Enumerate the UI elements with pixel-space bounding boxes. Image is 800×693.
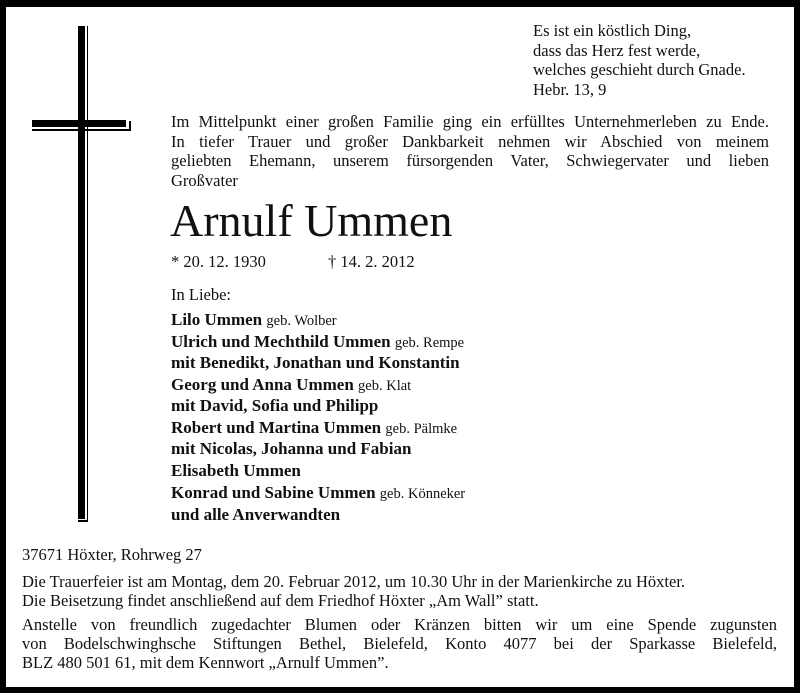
birth-date: * 20. 12. 1930 [171, 252, 266, 271]
family-row [171, 352, 465, 374]
family-row [171, 504, 465, 526]
maiden-name: geb. Pälmke [385, 421, 458, 437]
cross-bottom-shadow [78, 520, 88, 522]
family-row [171, 438, 465, 460]
family-name: Robert und Martina Ummen [171, 418, 382, 437]
donation-line: von Bodelschwinghsche Stiftungen Bethel, Bielefeld, Konto 4077 bei der Sparkasse Bielefeld, [22, 634, 777, 653]
family-name: und alle Anverwandten [171, 505, 341, 524]
family-name: mit Nicolas, Johanna und Fabian [171, 439, 412, 458]
deceased-name: Arnulf Ummen [170, 195, 453, 246]
in-liebe-label: In Liebe: [171, 285, 232, 304]
intro-line: geliebten Ehemann, unserem fürsorgenden Vater, Schwiegervater und lieben [171, 151, 769, 170]
intro-text [171, 112, 769, 190]
family-row [171, 309, 465, 331]
life-dates [171, 252, 415, 272]
ceremony-line: Die Trauerfeier ist am Montag, dem 20. Februar 2012, um 10.30 Uhr in der Marienkirche zu Höxter. [22, 572, 686, 591]
donation-line: BLZ 480 501 61, mit dem Kennwort „Arnulf Ummen”. [22, 653, 389, 672]
donation-info [22, 615, 777, 672]
cross-horizontal-shadow-end [129, 121, 131, 131]
intro-line: Großvater [171, 170, 238, 190]
bible-verse [533, 21, 746, 99]
family-name: mit Benedikt, Jonathan und Konstantin [171, 353, 460, 372]
family-row [171, 331, 465, 352]
maiden-name: geb. Klat [358, 378, 412, 394]
cross-vertical-bar [78, 26, 85, 519]
maiden-name: geb. Rempe [394, 335, 465, 351]
cross-horizontal-bar [32, 120, 126, 127]
family-row [171, 374, 465, 395]
burial-line: Die Beisetzung findet anschließend auf dem Friedhof Höxter „Am Wall” statt. [22, 591, 539, 610]
donation-line: Anstelle von freundlich zugedachter Blumen oder Kränzen bitten wir um eine Spende zugunsten [22, 615, 777, 634]
verse-reference: Hebr. 13, 9 [533, 79, 607, 99]
verse-line: welches geschieht durch Gnade. [533, 60, 746, 79]
family-name: mit David, Sofia und Philipp [171, 396, 379, 415]
family-name: Konrad und Sabine Ummen [171, 483, 376, 502]
family-row [171, 417, 465, 438]
maiden-name: geb. Wolber [266, 313, 337, 329]
family-row [171, 460, 465, 482]
address: 37671 Höxter, Rohrweg 27 [22, 545, 202, 564]
verse-line: dass das Herz fest werde, [533, 40, 701, 60]
death-date: † 14. 2. 2012 [328, 252, 415, 271]
verse-line: Es ist ein köstlich Ding, [533, 21, 692, 40]
intro-line: In tiefer Trauer und großer Dankbarkeit nehmen wir Abschied von meinem [171, 131, 769, 151]
family-list [171, 309, 465, 526]
family-name: Elisabeth Ummen [171, 461, 301, 480]
maiden-name: geb. Könneker [379, 486, 466, 502]
family-name: Georg und Anna Ummen [171, 375, 354, 394]
intro-line: Im Mittelpunkt einer großen Familie ging ein erfülltes Unternehmerleben zu Ende. [171, 112, 769, 131]
family-name: Ulrich und Mechthild Ummen [171, 332, 391, 351]
family-row [171, 395, 465, 417]
ceremony-info [22, 572, 685, 610]
family-name: Lilo Ummen [171, 310, 263, 329]
cross-horizontal-shadow [32, 129, 131, 131]
family-row [171, 482, 465, 504]
